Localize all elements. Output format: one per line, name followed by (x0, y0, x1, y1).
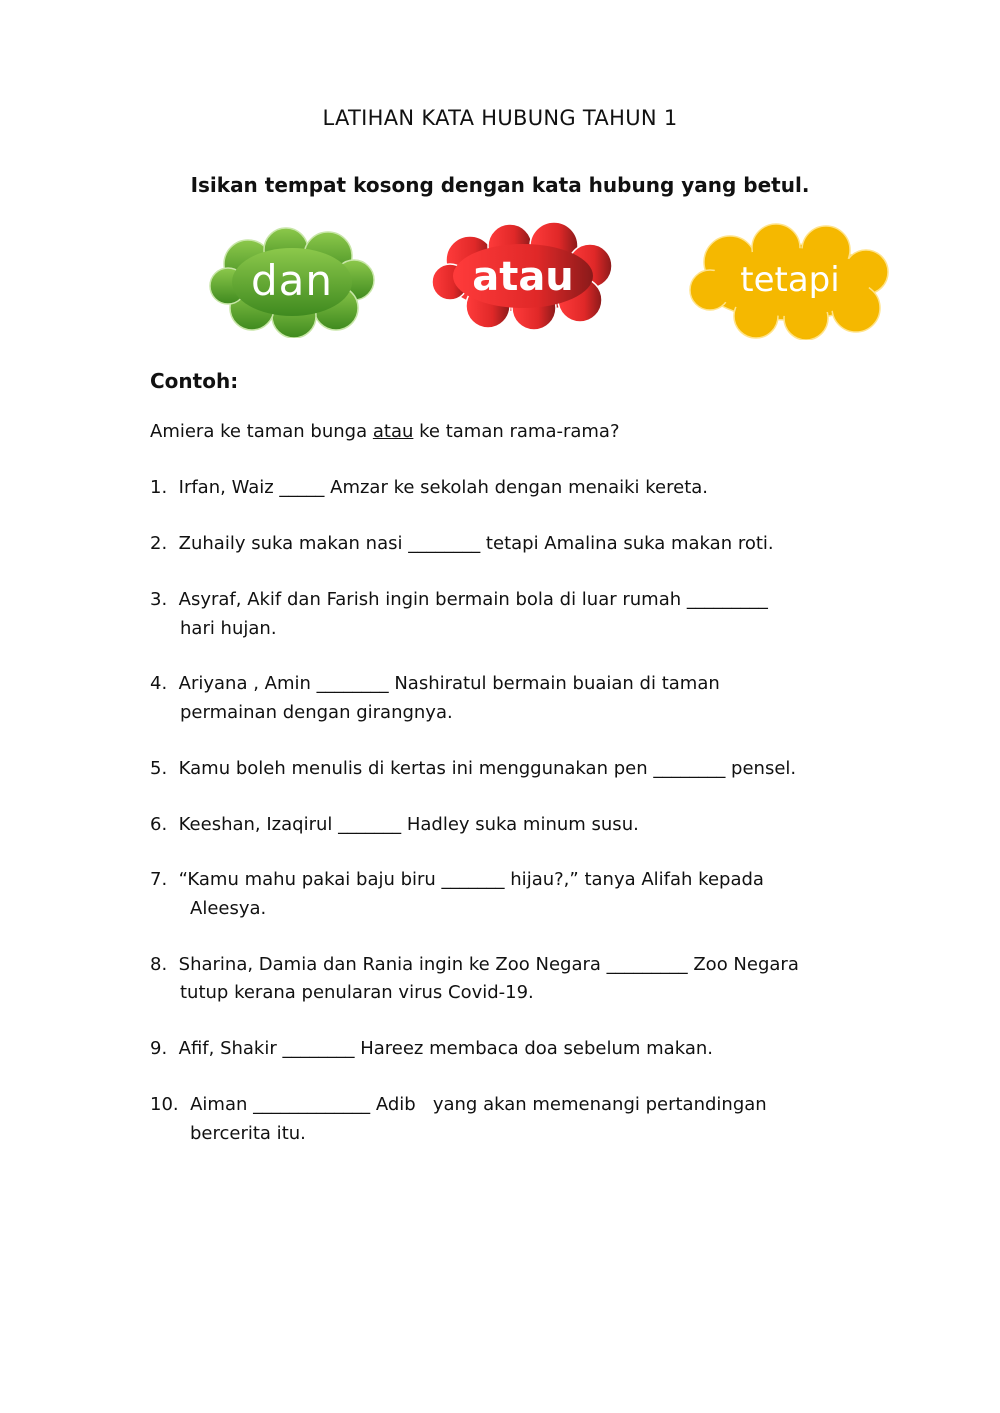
question-number: 5. (150, 758, 168, 779)
question-text: Kamu boleh menulis di kertas ini menggunakan pen ________ pensel. (178, 758, 797, 779)
question-7 (150, 869, 764, 890)
worksheet-title: LATIHAN KATA HUBUNG TAHUN 1 (322, 106, 678, 130)
question-4 (150, 673, 720, 694)
worksheet-instruction: Isikan tempat kosong dengan kata hubung yang betul. (190, 173, 810, 197)
question-7-continuation: Aleesya. (190, 898, 267, 919)
word-cloud-atau (430, 220, 616, 330)
question-number: 2. (150, 533, 168, 554)
question-10 (150, 1094, 767, 1115)
question-number: 3. (150, 589, 168, 610)
question-8 (150, 954, 799, 975)
question-number: 8. (150, 954, 168, 975)
question-number: 7. (150, 869, 168, 890)
question-text: Aiman _____________ Adib yang akan memenangi pertandingan (190, 1094, 767, 1115)
question-4-continuation: permainan dengan girangnya. (180, 702, 453, 723)
question-5 (150, 758, 796, 779)
question-number: 9. (150, 1038, 168, 1059)
word-cloud-tetapi (686, 222, 894, 340)
question-number: 10. (150, 1094, 179, 1115)
word-cloud-dan (208, 224, 376, 338)
question-3 (150, 589, 768, 610)
question-3-continuation: hari hujan. (180, 618, 277, 639)
question-6 (150, 814, 639, 835)
question-text: Irfan, Waiz _____ Amzar ke sekolah dengan menaiki kereta. (178, 477, 709, 498)
question-number: 1. (150, 477, 168, 498)
question-10-continuation: bercerita itu. (190, 1123, 306, 1144)
question-text: “Kamu mahu pakai baju biru _______ hijau?,” tanya Alifah kepada (178, 869, 764, 890)
question-text: Zuhaily suka makan nasi ________ tetapi Amalina suka makan roti. (178, 533, 774, 554)
example-after: ke taman rama-rama? (413, 421, 620, 442)
question-9 (150, 1038, 713, 1059)
question-text: Asyraf, Akif dan Farish ingin bermain bola di luar rumah _________ (178, 589, 768, 610)
question-number: 6. (150, 814, 168, 835)
question-8-continuation: tutup kerana penularan virus Covid-19. (180, 982, 534, 1003)
question-text: Afif, Shakir ________ Hareez membaca doa sebelum makan. (178, 1038, 713, 1059)
example-label: Contoh: (150, 369, 239, 393)
example-sentence (150, 421, 620, 442)
question-text: Sharina, Damia dan Rania ingin ke Zoo Negara _________ Zoo Negara (178, 954, 799, 975)
question-text: Keeshan, Izaqirul _______ Hadley suka minum susu. (178, 814, 639, 835)
question-1 (150, 477, 708, 498)
question-2 (150, 533, 774, 554)
example-answer: atau (372, 421, 414, 442)
word-label-tetapi: tetapi (740, 260, 840, 300)
example-before: Amiera ke taman bunga (150, 421, 373, 442)
question-number: 4. (150, 673, 168, 694)
word-label-atau: atau (472, 254, 574, 300)
question-text: Ariyana , Amin ________ Nashiratul bermain buaian di taman (178, 673, 720, 694)
word-label-dan: dan (250, 256, 334, 305)
